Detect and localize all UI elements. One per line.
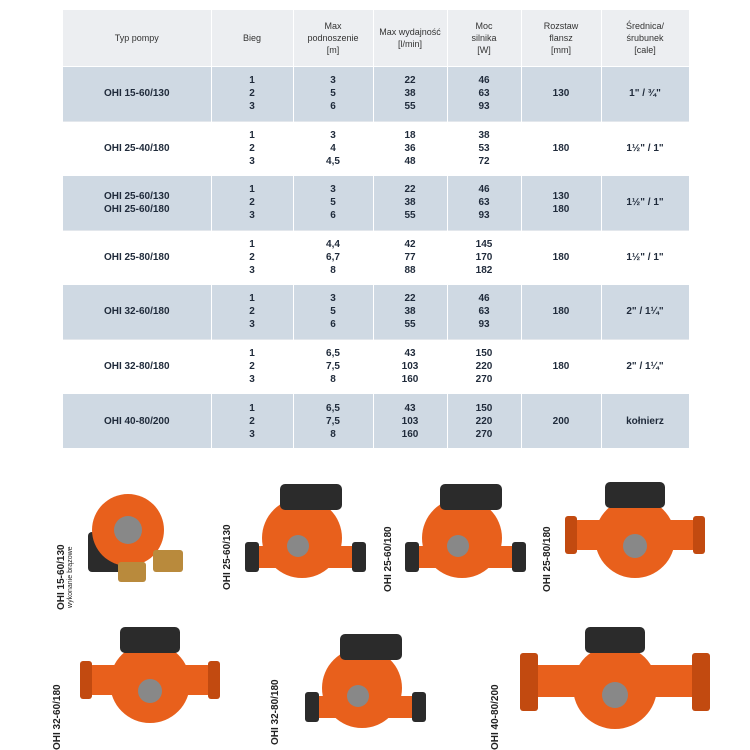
cell-line: 4,5 [326, 155, 340, 167]
cell-line: 6 [330, 210, 336, 222]
cell-line: 1 [249, 238, 255, 250]
cell-line: 43 [404, 347, 416, 359]
cell-line: 130 [552, 190, 570, 202]
cell-line: 182 [475, 264, 493, 276]
cell-flow [373, 176, 447, 231]
cell-line: 103 [401, 360, 419, 372]
cell-line: 270 [475, 373, 493, 385]
cell-line: 5 [330, 197, 336, 209]
cell-line: 170 [475, 251, 493, 263]
cell-line: 38 [404, 197, 416, 209]
cell-head [293, 176, 373, 231]
cell-head [293, 339, 373, 394]
cell-line: 7,5 [326, 415, 340, 427]
table-row [63, 67, 689, 122]
cell-line: OHI 40-80/200 [103, 415, 170, 427]
pump-label [383, 526, 394, 592]
cell-line: 72 [478, 155, 490, 167]
cell-line: 200 [552, 415, 570, 427]
table-row [63, 176, 689, 231]
pump-image [58, 490, 198, 595]
cell-line: 48 [404, 155, 416, 167]
cell-type [63, 230, 211, 285]
pump-model: OHI 32-60/180 [52, 684, 63, 750]
cell-line: 103 [401, 415, 419, 427]
header-diameter: Średnica/ śrubunek [cale] [601, 10, 689, 67]
pump-label [222, 524, 233, 590]
cell-line: 1 [249, 129, 255, 141]
cell-speeds [211, 121, 293, 176]
cell-line: 3 [249, 264, 255, 276]
cell-line: 55 [404, 319, 416, 331]
cell-line: 7,5 [326, 360, 340, 372]
cell-spacing [521, 67, 601, 122]
cell-diameter [601, 67, 689, 122]
pump-model: OHI 25-60/180 [383, 526, 394, 592]
cell-line: OHI 25-40/180 [103, 142, 170, 154]
pump-model: OHI 15-60/130 [56, 544, 67, 610]
cell-power [447, 121, 521, 176]
cell-line: 1 [249, 75, 255, 87]
cell-power [447, 230, 521, 285]
cell-line: OHI 25-80/180 [103, 251, 170, 263]
cell-line: OHI 32-80/180 [103, 360, 170, 372]
cell-line: 3 [249, 210, 255, 222]
cell-line: 93 [478, 210, 490, 222]
cell-line: 180 [552, 360, 570, 372]
cell-line: 130 [552, 88, 570, 100]
cell-power [447, 176, 521, 231]
cell-type [63, 121, 211, 176]
cell-flow [373, 339, 447, 394]
cell-speeds [211, 339, 293, 394]
table-header-row [63, 10, 689, 67]
cell-line: 2 [249, 360, 255, 372]
table-body [63, 67, 689, 449]
cell-line: 1" / ¾" [629, 88, 661, 100]
cell-diameter [601, 176, 689, 231]
header-power: Moc silnika [W] [447, 10, 521, 67]
header-type: Typ pompy [63, 10, 211, 67]
cell-line: 4 [330, 142, 336, 154]
cell-line: kołnierz [626, 415, 664, 427]
cell-power [447, 285, 521, 340]
cell-line: 1 [249, 402, 255, 414]
cell-flow [373, 67, 447, 122]
cell-line: 22 [404, 75, 416, 87]
cell-line: 8 [330, 264, 336, 276]
pump-image [520, 625, 710, 745]
cell-diameter [601, 121, 689, 176]
cell-line: 2 [249, 197, 255, 209]
cell-line: 6 [330, 101, 336, 113]
table-row [63, 121, 689, 176]
cell-line: 88 [404, 264, 416, 276]
cell-line: 1 [249, 293, 255, 305]
cell-line: 1 [249, 347, 255, 359]
cell-line: 2" / 1¼" [626, 360, 664, 372]
table-row [63, 339, 689, 394]
cell-speeds [211, 176, 293, 231]
cell-type [63, 339, 211, 394]
cell-line: 160 [401, 428, 419, 440]
cell-line: 3 [249, 155, 255, 167]
cell-line: 63 [478, 88, 490, 100]
cell-spacing [521, 394, 601, 449]
cell-line: 55 [404, 210, 416, 222]
cell-diameter [601, 339, 689, 394]
cell-line: 270 [475, 428, 493, 440]
pump-image [300, 630, 430, 745]
cell-spacing [521, 339, 601, 394]
cell-line: 180 [552, 306, 570, 318]
pump-label [270, 679, 281, 745]
cell-line: 2 [249, 306, 255, 318]
cell-type [63, 67, 211, 122]
cell-spacing [521, 230, 601, 285]
cell-line: OHI 32-60/180 [103, 306, 170, 318]
pump-model: OHI 25-80/180 [542, 526, 553, 592]
cell-line: 8 [330, 428, 336, 440]
cell-type [63, 394, 211, 449]
cell-head [293, 67, 373, 122]
pump-variant: wykonanie brązowe [67, 546, 74, 608]
cell-spacing [521, 176, 601, 231]
cell-line: 220 [475, 360, 493, 372]
cell-flow [373, 394, 447, 449]
pump-image [565, 480, 705, 595]
cell-line: 6 [330, 319, 336, 331]
header-flow: Max wydajność [l/min] [373, 10, 447, 67]
cell-line: 8 [330, 373, 336, 385]
pump-model: OHI 40-80/200 [490, 684, 501, 750]
cell-line: 3 [249, 373, 255, 385]
cell-power [447, 394, 521, 449]
cell-head [293, 394, 373, 449]
cell-speeds [211, 67, 293, 122]
cell-line: 6,7 [326, 251, 340, 263]
cell-diameter [601, 285, 689, 340]
cell-line: 6,5 [326, 347, 340, 359]
cell-line: 2 [249, 142, 255, 154]
header-speed: Bieg [211, 10, 293, 67]
cell-head [293, 121, 373, 176]
cell-line: 150 [475, 347, 493, 359]
table-row [63, 230, 689, 285]
cell-line: 5 [330, 306, 336, 318]
cell-flow [373, 230, 447, 285]
pump-model: OHI 25-60/130 [222, 524, 233, 590]
cell-flow [373, 285, 447, 340]
cell-line: 38 [478, 129, 490, 141]
spec-table [63, 10, 690, 448]
cell-line: 2 [249, 415, 255, 427]
pump-label [52, 684, 63, 750]
cell-line: 53 [478, 142, 490, 154]
cell-line: 22 [404, 293, 416, 305]
cell-line: 180 [552, 251, 570, 263]
cell-line: 1½" / 1" [626, 251, 664, 263]
cell-line: OHI 25-60/130 [103, 190, 170, 202]
cell-type [63, 176, 211, 231]
table-row [63, 285, 689, 340]
cell-line: 3 [330, 75, 336, 87]
cell-line: 38 [404, 306, 416, 318]
cell-line: 3 [330, 293, 336, 305]
cell-line: 3 [330, 129, 336, 141]
header-spacing: Rozstaw flansz [mm] [521, 10, 601, 67]
header-head: Max podnoszenie [m] [293, 10, 373, 67]
pump-label [542, 526, 553, 592]
cell-line: 55 [404, 101, 416, 113]
cell-line: 2 [249, 251, 255, 263]
cell-line: 145 [475, 238, 493, 250]
cell-spacing [521, 121, 601, 176]
cell-line: 43 [404, 402, 416, 414]
cell-diameter [601, 394, 689, 449]
cell-line: 42 [404, 238, 416, 250]
cell-type [63, 285, 211, 340]
cell-line: 4,4 [326, 238, 340, 250]
cell-line: 150 [475, 402, 493, 414]
cell-speeds [211, 285, 293, 340]
cell-line: 2 [249, 88, 255, 100]
cell-line: 220 [475, 415, 493, 427]
cell-line: 3 [330, 184, 336, 196]
cell-speeds [211, 394, 293, 449]
cell-line: 63 [478, 306, 490, 318]
cell-spacing [521, 285, 601, 340]
cell-line: OHI 15-60/130 [103, 88, 170, 100]
cell-line: 1 [249, 184, 255, 196]
cell-line: 3 [249, 319, 255, 331]
cell-line: 180 [552, 142, 570, 154]
cell-line: 22 [404, 184, 416, 196]
table-row [63, 394, 689, 449]
cell-flow [373, 121, 447, 176]
cell-line: 46 [478, 75, 490, 87]
pump-image [240, 480, 370, 595]
cell-line: 160 [401, 373, 419, 385]
cell-line: 93 [478, 319, 490, 331]
cell-head [293, 230, 373, 285]
pump-model: OHI 32-80/180 [270, 679, 281, 745]
cell-speeds [211, 230, 293, 285]
cell-line: 1½" / 1" [626, 197, 664, 209]
cell-line: 3 [249, 101, 255, 113]
cell-line: 5 [330, 88, 336, 100]
cell-power [447, 67, 521, 122]
cell-line: 36 [404, 142, 416, 154]
cell-line: 18 [404, 129, 416, 141]
pump-label [56, 544, 74, 610]
cell-power [447, 339, 521, 394]
cell-diameter [601, 230, 689, 285]
cell-line: 2" / 1¼" [626, 306, 664, 318]
cell-line: OHI 25-60/180 [103, 203, 170, 215]
cell-line: 180 [552, 203, 570, 215]
pump-label [490, 684, 501, 750]
cell-line: 3 [249, 428, 255, 440]
cell-line: 46 [478, 184, 490, 196]
cell-head [293, 285, 373, 340]
pump-image [400, 480, 530, 595]
pump-image [80, 625, 220, 740]
cell-line: 93 [478, 101, 490, 113]
cell-line: 63 [478, 197, 490, 209]
cell-line: 38 [404, 88, 416, 100]
cell-line: 6,5 [326, 402, 340, 414]
cell-line: 1½" / 1" [626, 142, 664, 154]
cell-line: 77 [404, 251, 416, 263]
cell-line: 46 [478, 293, 490, 305]
